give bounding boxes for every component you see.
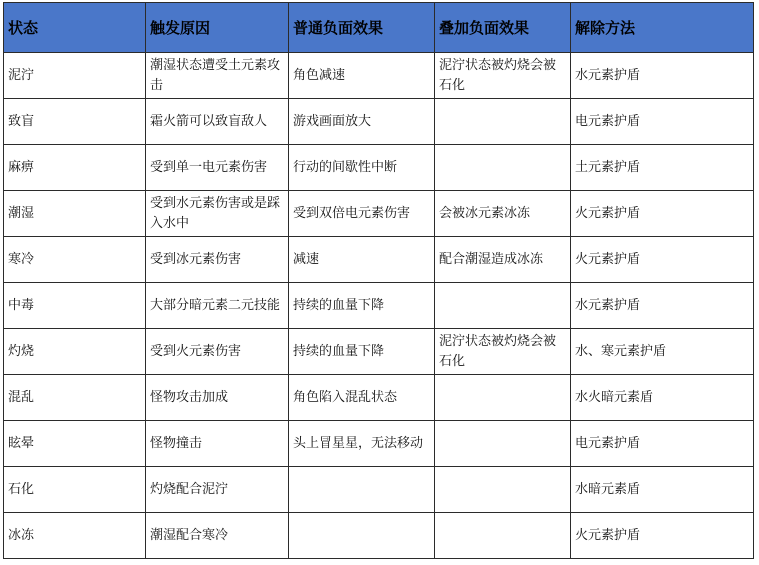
cell-normal-effect: 减速 xyxy=(289,237,435,283)
cell-status: 冰冻 xyxy=(4,513,146,559)
cell-removal: 水暗元素盾 xyxy=(571,467,754,513)
cell-normal-effect: 持续的血量下降 xyxy=(289,283,435,329)
table-row xyxy=(4,53,754,99)
cell-normal-effect: 持续的血量下降 xyxy=(289,329,435,375)
table-row xyxy=(4,375,754,421)
cell-trigger: 受到单一电元素伤害 xyxy=(146,145,289,191)
table-row xyxy=(4,99,754,145)
table-row xyxy=(4,283,754,329)
cell-stacked-effect: 泥泞状态被灼烧会被石化 xyxy=(435,53,571,99)
header-stacked-effect: 叠加负面效果 xyxy=(435,3,571,53)
cell-status: 石化 xyxy=(4,467,146,513)
cell-normal-effect xyxy=(289,513,435,559)
cell-stacked-effect xyxy=(435,421,571,467)
cell-trigger: 受到水元素伤害或是踩入水中 xyxy=(146,191,289,237)
cell-normal-effect: 角色减速 xyxy=(289,53,435,99)
cell-stacked-effect xyxy=(435,99,571,145)
cell-status: 麻痹 xyxy=(4,145,146,191)
cell-normal-effect: 受到双倍电元素伤害 xyxy=(289,191,435,237)
cell-trigger: 受到火元素伤害 xyxy=(146,329,289,375)
cell-trigger: 灼烧配合泥泞 xyxy=(146,467,289,513)
cell-normal-effect xyxy=(289,467,435,513)
cell-status: 潮湿 xyxy=(4,191,146,237)
cell-removal: 水、寒元素护盾 xyxy=(571,329,754,375)
header-status: 状态 xyxy=(4,3,146,53)
cell-status: 寒冷 xyxy=(4,237,146,283)
cell-stacked-effect: 泥泞状态被灼烧会被石化 xyxy=(435,329,571,375)
table-row xyxy=(4,237,754,283)
cell-removal: 火元素护盾 xyxy=(571,237,754,283)
cell-removal: 电元素护盾 xyxy=(571,99,754,145)
cell-stacked-effect xyxy=(435,145,571,191)
table-row xyxy=(4,513,754,559)
cell-normal-effect: 游戏画面放大 xyxy=(289,99,435,145)
cell-status: 眩晕 xyxy=(4,421,146,467)
cell-removal: 水火暗元素盾 xyxy=(571,375,754,421)
cell-removal: 电元素护盾 xyxy=(571,421,754,467)
cell-normal-effect: 角色陷入混乱状态 xyxy=(289,375,435,421)
cell-stacked-effect: 会被冰元素冰冻 xyxy=(435,191,571,237)
cell-trigger: 大部分暗元素二元技能 xyxy=(146,283,289,329)
cell-removal: 土元素护盾 xyxy=(571,145,754,191)
cell-status: 中毒 xyxy=(4,283,146,329)
table-row xyxy=(4,467,754,513)
table-row xyxy=(4,145,754,191)
cell-trigger: 霜火箭可以致盲敌人 xyxy=(146,99,289,145)
header-removal-method: 解除方法 xyxy=(571,3,754,53)
cell-status: 混乱 xyxy=(4,375,146,421)
table-row xyxy=(4,421,754,467)
cell-trigger: 怪物撞击 xyxy=(146,421,289,467)
cell-trigger: 潮湿状态遭受土元素攻击 xyxy=(146,53,289,99)
status-effects-table xyxy=(3,2,754,559)
header-normal-effect: 普通负面效果 xyxy=(289,3,435,53)
cell-stacked-effect: 配合潮湿造成冰冻 xyxy=(435,237,571,283)
cell-trigger: 潮湿配合寒冷 xyxy=(146,513,289,559)
cell-status: 泥泞 xyxy=(4,53,146,99)
table-row xyxy=(4,329,754,375)
header-row xyxy=(4,3,754,53)
cell-trigger: 怪物攻击加成 xyxy=(146,375,289,421)
cell-stacked-effect xyxy=(435,467,571,513)
cell-normal-effect: 行动的间歇性中断 xyxy=(289,145,435,191)
cell-status: 灼烧 xyxy=(4,329,146,375)
cell-status: 致盲 xyxy=(4,99,146,145)
cell-trigger: 受到冰元素伤害 xyxy=(146,237,289,283)
cell-normal-effect: 头上冒星星，无法移动 xyxy=(289,421,435,467)
cell-stacked-effect xyxy=(435,375,571,421)
table-row xyxy=(4,191,754,237)
cell-removal: 火元素护盾 xyxy=(571,513,754,559)
cell-stacked-effect xyxy=(435,283,571,329)
cell-stacked-effect xyxy=(435,513,571,559)
cell-removal: 火元素护盾 xyxy=(571,191,754,237)
cell-removal: 水元素护盾 xyxy=(571,53,754,99)
header-trigger-cause: 触发原因 xyxy=(146,3,289,53)
cell-removal: 水元素护盾 xyxy=(571,283,754,329)
